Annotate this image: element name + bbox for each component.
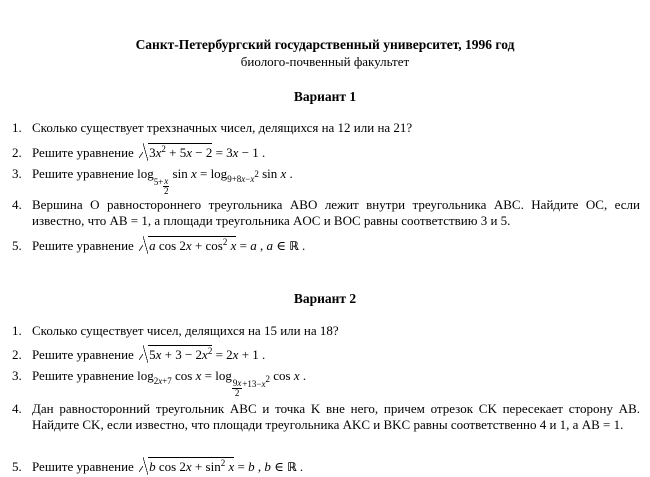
variant-2-heading: Вариант 2	[293, 291, 357, 306]
equation-formula: a $\cos 2x + \cos^2 x$	[139, 238, 236, 254]
problem-number: 1.	[12, 323, 22, 338]
equation-formula: $\log_{2x+7} \cos x = \log$ $\frac{9x}{2}$ $+13-x^2$ cos x .	[137, 368, 307, 398]
problem-text-with-formula: Решите уравнение b $\cos 2x + \sin^2 x = b$ , b ∈ ℝ .	[32, 458, 304, 474]
problem-number: 3.	[12, 368, 22, 383]
problem-number: 2.	[12, 347, 22, 362]
problem-text: Вершина O равностороннего треугольника ABO лежит внутри треугольника ABC. Найдите OC, если известно, что AB = 1, а площади треугольника AOC и BOC равны соответствию 3 и 5.	[32, 197, 640, 228]
problem-lead: Решите уравнение	[32, 145, 134, 160]
problem-text: Дан равносторонний треугольник ABC и точка K вне него, причем отрезок CK пересекает сторону AB. Найдите CK, если известно, что площади треугольника AKC и BKC равны соответственно 4 и 1, а AB = 1.	[32, 401, 640, 432]
document-subtitle: биолого-почвенный факультет	[240, 54, 410, 69]
problem-lead: Решите уравнение	[32, 238, 134, 253]
problem-lead: Решите уравнение	[32, 459, 134, 474]
problem-lead: Решите уравнение	[32, 368, 134, 383]
problem-number: 1.	[12, 120, 22, 135]
problem-text-with-formula: Решите уравнение $5x + 3 - 2x^2 = 2x + 1$ .	[32, 346, 266, 362]
problem-number: 5.	[12, 459, 22, 474]
problem-text: Сколько существует чисел, делящихся на 15 или на 18?	[32, 323, 339, 338]
problem-text-with-formula	[32, 368, 640, 398]
problem-number: 2.	[12, 145, 22, 160]
problem-number: 3.	[12, 166, 22, 181]
equation-formula: log5+ $\frac{x}{2}$ $\sin x = \log_{9+8x-x^2} \sin x$ .	[137, 166, 293, 196]
equation-formula: $3x^2 + 5x - 2$	[139, 145, 212, 161]
problem-lead: Решите уравнение	[32, 166, 134, 181]
problem-text-with-formula: Решите уравнение $3x^2 + 5x - 2 = 3x - 1$ .	[32, 144, 266, 160]
problem-number: 4.	[12, 401, 22, 416]
problem-number: 4.	[12, 197, 22, 212]
problem-text: Сколько существует трехзначных чисел, делящихся на 12 или на 21?	[32, 120, 413, 135]
problem-lead: Решите уравнение	[32, 347, 134, 362]
equation-formula: $5x + 3 - 2x^2$	[139, 347, 212, 363]
document-title: Санкт-Петербургский государственный университет, 1996 год	[135, 37, 515, 52]
equation-formula: b $\cos 2x + \sin^2 x$	[139, 459, 234, 475]
problem-text-with-formula: Решите уравнение a $\cos 2x + \cos^2 x = a$ , a ∈ ℝ .	[32, 237, 306, 253]
problem-number: 5.	[12, 238, 22, 253]
variant-1-heading: Вариант 1	[293, 89, 357, 104]
problem-text-with-formula	[32, 166, 640, 196]
